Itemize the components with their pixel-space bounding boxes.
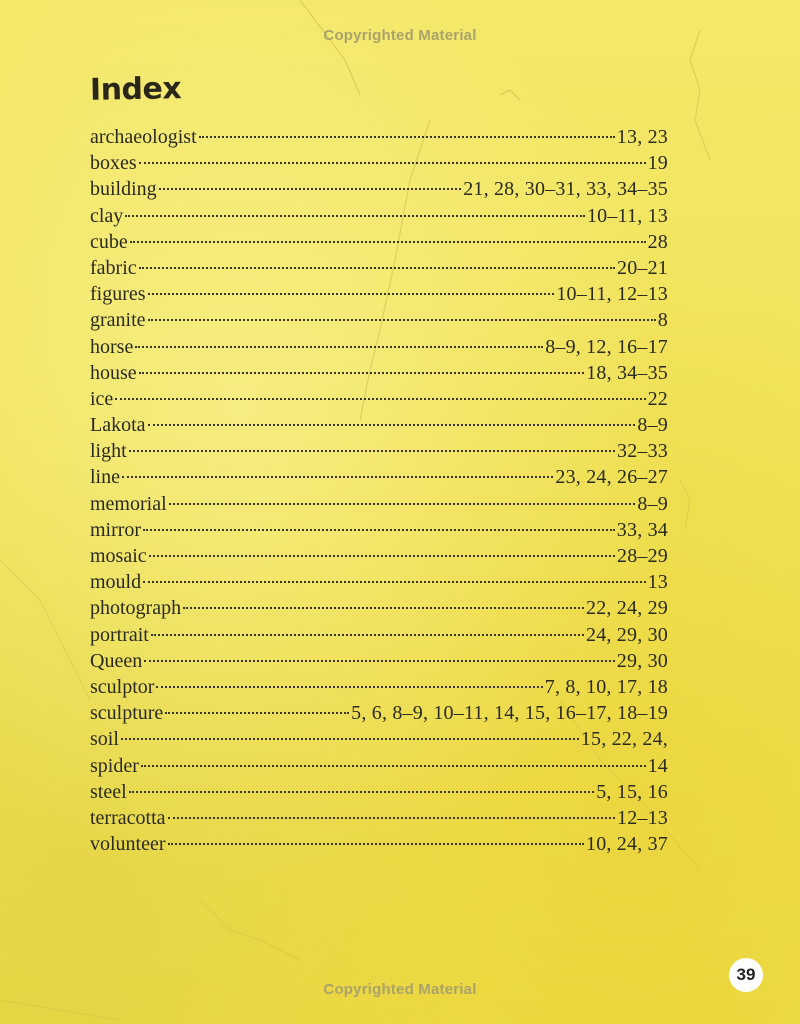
dot-leader <box>135 346 543 348</box>
dot-leader <box>156 686 542 688</box>
index-pages: 8 <box>657 309 668 332</box>
index-term: mirror <box>90 518 142 541</box>
dot-leader <box>115 398 645 400</box>
index-entry <box>90 360 668 386</box>
index-entry <box>90 517 668 543</box>
index-entry <box>90 543 668 569</box>
index-pages: 23, 24, 26–27 <box>555 466 668 489</box>
index-pages: 8–9 <box>637 414 668 437</box>
index-term: fabric <box>90 256 137 279</box>
index-entry <box>90 176 668 202</box>
index-pages: 22 <box>647 387 668 410</box>
index-list <box>90 124 668 857</box>
index-entry <box>90 334 668 360</box>
index-pages: 29, 30 <box>616 649 668 672</box>
index-entry <box>90 307 668 333</box>
index-term: mosaic <box>90 545 147 567</box>
index-pages: 19 <box>647 152 668 175</box>
index-entry <box>90 150 668 176</box>
dot-leader <box>122 476 553 478</box>
index-term: steel <box>90 780 127 803</box>
index-term: boxes <box>90 152 137 175</box>
index-entry <box>90 622 668 648</box>
index-pages: 20–21 <box>617 256 668 279</box>
index-term: mould <box>90 571 142 594</box>
index-entry <box>90 831 668 857</box>
index-entry <box>90 779 668 805</box>
index-term: portrait <box>90 623 149 646</box>
dot-leader <box>130 241 646 243</box>
index-entry <box>90 595 668 621</box>
index-pages: 5, 6, 8–9, 10–11, 14, 15, 16–17, 18–19 <box>351 702 668 725</box>
index-pages: 13, 23 <box>616 126 668 148</box>
copyright-watermark-top: Copyrighted Material <box>323 27 477 44</box>
index-term: ice <box>90 387 114 410</box>
index-term: line <box>90 466 120 489</box>
index-entry <box>90 412 668 438</box>
index-term: cube <box>90 230 128 253</box>
index-entry <box>90 464 668 490</box>
index-entry <box>90 700 668 726</box>
index-pages: 10, 24, 37 <box>586 833 668 856</box>
index-term: Lakota <box>90 414 146 437</box>
copyright-watermark-bottom: Copyrighted Material <box>323 981 477 998</box>
dot-leader <box>139 267 615 269</box>
index-entry <box>90 805 668 831</box>
dot-leader <box>141 765 646 767</box>
index-pages: 7, 8, 10, 17, 18 <box>544 675 668 698</box>
index-pages: 24, 29, 30 <box>586 623 668 646</box>
index-pages: 13 <box>647 571 668 594</box>
index-entry <box>90 753 668 779</box>
dot-leader <box>143 529 615 531</box>
index-entry <box>90 648 668 674</box>
index-pages: 22, 24, 29 <box>586 597 668 620</box>
index-term: memorial <box>90 492 167 515</box>
index-pages: 8–9 <box>637 492 668 515</box>
index-pages: 21, 28, 30–31, 33, 34–35 <box>463 178 668 201</box>
page-number: 39 <box>729 958 763 992</box>
dot-leader <box>148 319 656 321</box>
index-term: figures <box>90 283 146 306</box>
index-pages: 15, 22, 24, <box>580 728 668 751</box>
index-entry <box>90 124 668 150</box>
index-entry <box>90 491 668 517</box>
index-term: Queen <box>90 649 143 672</box>
index-entry <box>90 726 668 752</box>
index-pages: 10–11, 13 <box>586 204 668 227</box>
index-pages: 18, 34–35 <box>586 361 668 384</box>
dot-leader <box>129 791 595 793</box>
dot-leader <box>144 660 615 662</box>
dot-leader <box>151 634 584 636</box>
dot-leader <box>121 738 579 740</box>
dot-leader <box>169 503 636 505</box>
index-term: sculptor <box>90 675 155 698</box>
index-term: granite <box>90 309 146 332</box>
index-term: light <box>90 440 127 463</box>
index-entry <box>90 203 668 229</box>
dot-leader <box>149 555 615 557</box>
index-entry <box>90 569 668 595</box>
index-pages: 10–11, 12–13 <box>556 283 668 306</box>
index-term: house <box>90 361 137 384</box>
index-term: soil <box>90 728 119 751</box>
index-term: clay <box>90 204 124 227</box>
page-title: Index <box>89 71 182 108</box>
index-entry <box>90 281 668 307</box>
dot-leader <box>148 424 636 426</box>
dot-leader <box>199 136 615 138</box>
dot-leader <box>148 293 555 295</box>
index-term: spider <box>90 754 139 777</box>
index-pages: 12–13 <box>617 806 668 829</box>
index-pages: 14 <box>647 754 668 777</box>
index-term: terracotta <box>90 806 166 829</box>
index-term: photograph <box>90 597 182 620</box>
dot-leader <box>139 372 585 374</box>
index-pages: 5, 15, 16 <box>596 780 668 803</box>
index-term: volunteer <box>90 833 166 856</box>
index-entry <box>90 674 668 700</box>
index-entry <box>90 386 668 412</box>
dot-leader <box>139 162 646 164</box>
index-term: horse <box>90 335 134 358</box>
dot-leader <box>159 188 462 190</box>
index-term: archaeologist <box>90 126 197 148</box>
dot-leader <box>143 581 645 583</box>
index-entry <box>90 229 668 255</box>
dot-leader <box>129 450 615 452</box>
index-entry <box>90 438 668 464</box>
index-pages: 33, 34 <box>616 518 668 541</box>
dot-leader <box>165 712 349 714</box>
dot-leader <box>168 843 584 845</box>
index-pages: 28 <box>647 230 668 253</box>
index-term: building <box>90 178 157 201</box>
index-pages: 8–9, 12, 16–17 <box>545 335 668 358</box>
index-term: sculpture <box>90 702 164 725</box>
dot-leader <box>183 607 584 609</box>
dot-leader <box>125 215 585 217</box>
index-pages: 32–33 <box>617 440 668 463</box>
dot-leader <box>168 817 616 819</box>
index-pages: 28–29 <box>617 545 668 567</box>
index-entry <box>90 255 668 281</box>
